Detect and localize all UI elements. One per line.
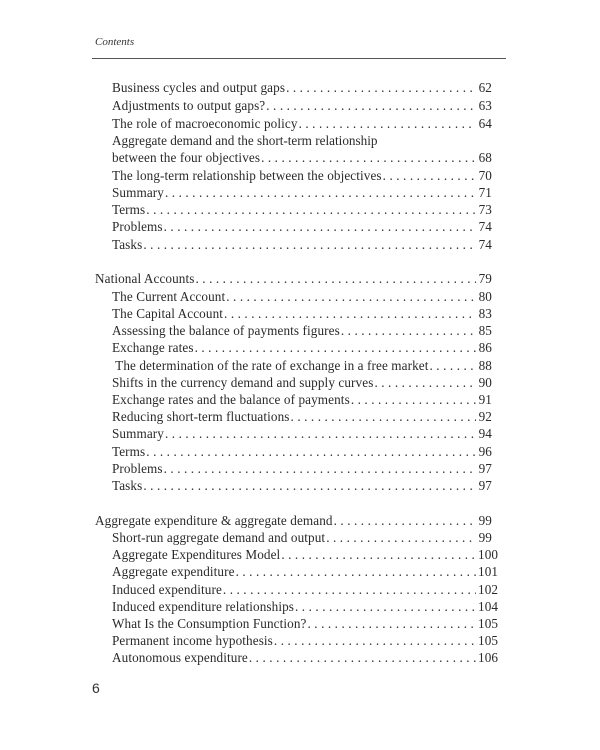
toc-entry-page: 99 <box>478 513 492 528</box>
toc-entry[interactable] <box>112 357 492 375</box>
leader-dots <box>261 149 476 167</box>
toc-entry-page: 63 <box>478 98 492 113</box>
toc-entry[interactable] <box>112 563 499 581</box>
toc-entry[interactable] <box>112 649 499 667</box>
toc-entry-page: 70 <box>478 168 492 183</box>
toc-entry-title: Aggregate expenditure & aggregate demand <box>95 513 333 528</box>
toc-entry-page: 105 <box>478 616 499 631</box>
toc-entry[interactable] <box>112 632 499 650</box>
toc-entry[interactable] <box>112 201 492 219</box>
header-rule <box>92 58 506 59</box>
toc-entry-page: 83 <box>478 306 492 321</box>
leader-dots <box>334 512 476 530</box>
leader-dots <box>286 79 476 97</box>
leader-dots <box>236 563 476 581</box>
toc-entry[interactable] <box>112 529 492 547</box>
toc-entry[interactable] <box>112 322 492 340</box>
toc-entry[interactable] <box>112 615 499 633</box>
toc-chapter-entry[interactable] <box>95 512 492 530</box>
leader-dots <box>341 322 476 340</box>
leader-dots <box>308 615 477 633</box>
toc-entry-title: Summary <box>112 185 164 200</box>
toc-entry[interactable] <box>112 408 492 426</box>
leader-dots <box>165 184 476 202</box>
toc-entry[interactable] <box>112 391 492 409</box>
toc-entry-page: 97 <box>478 461 492 476</box>
toc-entry-page: 88 <box>478 358 492 373</box>
leader-dots <box>374 374 476 392</box>
toc-entry-page: 101 <box>478 564 499 579</box>
toc-entry[interactable] <box>112 374 492 392</box>
toc-entry-title: Exchange rates and the balance of payments <box>112 392 350 407</box>
toc-entry-title: What Is the Consumption Function? <box>112 616 307 631</box>
toc-entry-title: Adjustments to output gaps? <box>112 98 266 113</box>
toc-entry-page: 96 <box>478 444 492 459</box>
toc-entry[interactable] <box>112 581 499 599</box>
leader-dots <box>196 270 477 288</box>
toc-entry[interactable] <box>112 288 492 306</box>
toc-entry-title: Terms <box>112 444 146 459</box>
toc-entry[interactable] <box>112 477 492 495</box>
toc-entry-page: 99 <box>478 530 492 545</box>
leader-dots <box>165 425 476 443</box>
toc-entry[interactable] <box>112 167 492 185</box>
toc-entry-title: Problems <box>112 219 163 234</box>
toc-entry-page: 105 <box>478 633 499 648</box>
leader-dots <box>143 477 476 495</box>
leader-dots <box>281 546 476 564</box>
leader-dots <box>146 201 476 219</box>
toc-entry[interactable] <box>112 149 492 167</box>
toc-entry-title: Problems <box>112 461 163 476</box>
toc-entry-title: The long-term relationship between the objectives <box>112 168 382 183</box>
toc-entry-page: 74 <box>478 237 492 252</box>
toc-entry-title: National Accounts <box>95 271 195 286</box>
toc-entry-title: Terms <box>112 202 146 217</box>
toc-entry-title: Summary <box>112 426 164 441</box>
leader-dots <box>249 649 476 667</box>
leader-dots <box>299 115 476 133</box>
toc-entry-title-line2: between the four objectives <box>112 150 261 165</box>
toc-entry-title-line1: Aggregate demand and the short-term relationship <box>112 133 378 148</box>
toc-entry[interactable] <box>112 443 492 461</box>
toc-entry[interactable] <box>112 79 492 97</box>
running-head: Contents <box>95 36 135 48</box>
toc-entry[interactable] <box>112 546 499 564</box>
toc-entry-title: Tasks <box>112 478 143 493</box>
toc-entry-title: The role of macroeconomic policy <box>112 116 298 131</box>
toc-entry-page: 97 <box>478 478 492 493</box>
toc-entry-page: 85 <box>478 323 492 338</box>
leader-dots <box>146 443 476 461</box>
leader-dots <box>164 218 476 236</box>
toc-chapter-entry[interactable] <box>95 270 492 288</box>
toc-entry[interactable] <box>112 339 492 357</box>
toc-entry-title: Aggregate Expenditures Model <box>112 547 281 562</box>
leader-dots <box>226 288 476 306</box>
toc-entry-title: Autonomous expenditure <box>112 650 248 665</box>
toc-entry-title: Permanent income hypothesis <box>112 633 273 648</box>
leader-dots <box>224 305 476 323</box>
toc-entry-page: 91 <box>478 392 492 407</box>
toc-entry[interactable] <box>112 598 499 616</box>
leader-dots <box>295 598 476 616</box>
toc-entry-page: 62 <box>478 80 492 95</box>
toc-entry-page: 74 <box>478 219 492 234</box>
toc-entry[interactable] <box>112 218 492 236</box>
toc-entry[interactable] <box>112 305 492 323</box>
leader-dots <box>266 97 476 115</box>
page-number: 6 <box>92 680 100 696</box>
toc-entry-page: 86 <box>478 340 492 355</box>
toc-entry-title: Exchange rates <box>112 340 194 355</box>
toc-entry-title: Short-run aggregate demand and output <box>112 530 326 545</box>
toc-entry-title: Shifts in the currency demand and supply curves <box>112 375 374 390</box>
toc-entry-page: 73 <box>478 202 492 217</box>
toc-entry[interactable] <box>112 97 492 115</box>
toc-entry-page: 68 <box>478 150 492 165</box>
leader-dots <box>326 529 476 547</box>
toc-entry-page: 106 <box>478 650 499 665</box>
toc-entry[interactable] <box>112 115 492 133</box>
toc-entry-title: The Capital Account <box>112 306 224 321</box>
toc-entry-title: Assessing the balance of payments figures <box>112 323 340 338</box>
toc-entry-title: Business cycles and output gaps <box>112 80 286 95</box>
leader-dots <box>195 339 476 357</box>
toc-entry-page: 71 <box>478 185 492 200</box>
leader-dots <box>274 632 476 650</box>
leader-dots <box>223 581 476 599</box>
toc-entry[interactable] <box>112 236 492 254</box>
toc-entry[interactable] <box>112 460 492 478</box>
leader-dots <box>383 167 476 185</box>
toc-entry[interactable] <box>112 184 492 202</box>
toc-entry-title: The Current Account <box>112 289 226 304</box>
toc-entry-page: 100 <box>478 547 499 562</box>
toc-entry-title: The determination of the rate of exchange in a free market <box>112 358 429 373</box>
leader-dots <box>291 408 476 426</box>
toc-entry-page: 104 <box>478 599 499 614</box>
toc-entry-page: 80 <box>478 289 492 304</box>
toc-entry-title: Reducing short-term fluctuations <box>112 409 290 424</box>
leader-dots <box>430 357 476 375</box>
toc-entry-title: Tasks <box>112 237 143 252</box>
toc-entry-page: 102 <box>478 582 499 597</box>
leader-dots <box>351 391 476 409</box>
toc-entry-title: Induced expenditure <box>112 582 222 597</box>
toc-entry-title: Induced expenditure relationships <box>112 599 295 614</box>
leader-dots <box>143 236 476 254</box>
toc-entry-page: 64 <box>478 116 492 131</box>
toc-entry-page: 90 <box>478 375 492 390</box>
toc-entry-title: Aggregate expenditure <box>112 564 235 579</box>
toc-entry-page: 94 <box>478 426 492 441</box>
toc-entry[interactable] <box>112 425 492 443</box>
toc-entry-page: 92 <box>478 409 492 424</box>
toc-entry-page: 79 <box>478 271 492 286</box>
leader-dots <box>164 460 476 478</box>
